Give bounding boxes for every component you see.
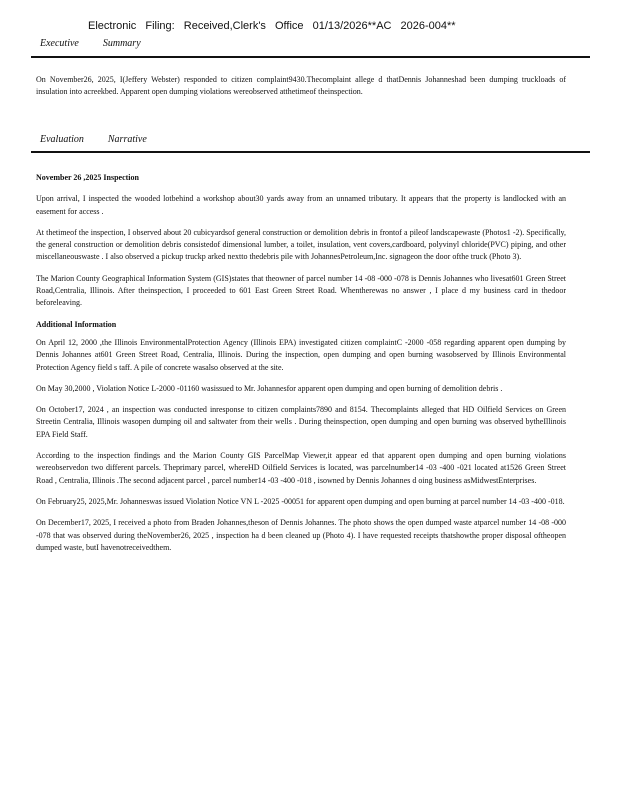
section-rule (31, 56, 590, 58)
additional-paragraph: On February25, 2025,Mr. Johanneswas issued Violation Notice VN L -2025 -00051 for apparent open dumping and open burning at parcel number 14 -03 -400 -018. (36, 496, 565, 506)
additional-paragraph: According to the inspection findings and the Marion County GIS ParcelMap Viewer,it appear ed that apparent open dumping and open burning violations wereobservedon two different parcels. Theprimary parcel, whereHD Oilfield Services is located, was parcelnumber14 -03 -400 -021 located at1526 Green Street Road , Centralia, Illinois .The second adjacent parcel , parcel number14 -03 -400 -018 , isowned by Dennis Johannes d oing business asMidwestEnterprises. (36, 451, 566, 485)
filing-header: Electronic Filing: Received,Clerk's Office 01/13/2026**AC 2026-004** (88, 20, 456, 32)
evaluation-narrative-title (40, 134, 171, 145)
inspection-date-heading: November 26 ,2025 Inspection (36, 173, 139, 182)
summary-paragraph: On November26, 2025, I(Jeffery Webster) responded to citizen complaint9430.Thecomplaint allege d thatDennis Johanneshad been dumping truckloads of insulation into acreekbed. Apparent open dumping violations wereobserved atthetimeof theinspection. (36, 75, 566, 97)
executive-word: Executive (40, 38, 79, 49)
section-rule (31, 151, 590, 153)
summary-word: Summary (102, 38, 141, 49)
narrative-paragraph: Upon arrival, I inspected the wooded lotbehind a workshop about30 yards away from an unnamed tributary. It appears that the property is landlocked with an easement for access . (36, 194, 566, 216)
narrative-paragraph: The Marion County Geographical Information System (GIS)states that theowner of parcel number 14 -08 -000 -078 is Dennis Johannes who livesat601 Green Street Road,Centralia, Illinois. After theinspection, I proceeded to 601 East Green Street Road. Whentherewas no answer , I place d my business card in thedoor beforeleaving. (36, 273, 566, 308)
summary-block (36, 74, 566, 108)
additional-paragraph: On May 30,2000 , Violation Notice L-2000 -01160 wasissued to Mr. Johannesfor apparent open dumping and open burning of demolition debris . (36, 383, 503, 393)
narrative-paragraph: At thetimeof the inspection, I observed about 20 cubicyardsof general construction or demolition debris in frontof a pileof landscapewaste (Photos1 -2). Specifically, the general construction or demolition debris consistedof dimensional lumber, a toilet, insulation, vent covers,cardboard, polyvinyl chloride(PVC) piping, and other miscellaneouswaste . I also observed a pickup truckp arked nextto thedebris pile with JohannesPetroleum,Inc. signageon the door ofthe truck (Photo 3). (36, 227, 566, 262)
narrative-word: Narrative (107, 134, 147, 145)
additional-paragraph: On April 12, 2000 ,the Illinois EnvironmentalProtection Agency (Illinois EPA) investigated citizen complaintC -2000 -058 regarding apparent open dumping by Dennis Johannes at601 Green Street Road, Centralia, Illinois. During the inspection, open dumping and open burning wasobserved by Illinois Environmental Protection Agency field s taff. A pile of concrete wasalso observed at the site. (36, 337, 566, 372)
executive-summary-title (40, 38, 165, 49)
narrative-block (36, 172, 566, 563)
additional-paragraph: On December17, 2025, I received a photo from Braden Johannes,theson of Dennis Johannes. The photo shows the open dumped waste atparcel number 14 -08 -000 -078 that was observed during theNovember26, 2025 , inspection ha d been cleaned up (Photo 4). I have requested receipts thatshowthe proper disposal oftheopen dumped waste, butI havenotreceivedthem. (36, 518, 566, 552)
additional-paragraph: On October17, 2024 , an inspection was conducted inresponse to citizen complaints7890 and 8154. Thecomplaints alleged that HD Oilfield Services on Green Streetin Centralia, Illinois wasopen dumping oil and saltwater from their wells . During theinspection, open dumping and open burning was observed bytheIllinois EPA Field Staff. (36, 405, 566, 439)
additional-info-heading: Additional Information (36, 319, 117, 329)
evaluation-word: Evaluation (40, 134, 84, 145)
